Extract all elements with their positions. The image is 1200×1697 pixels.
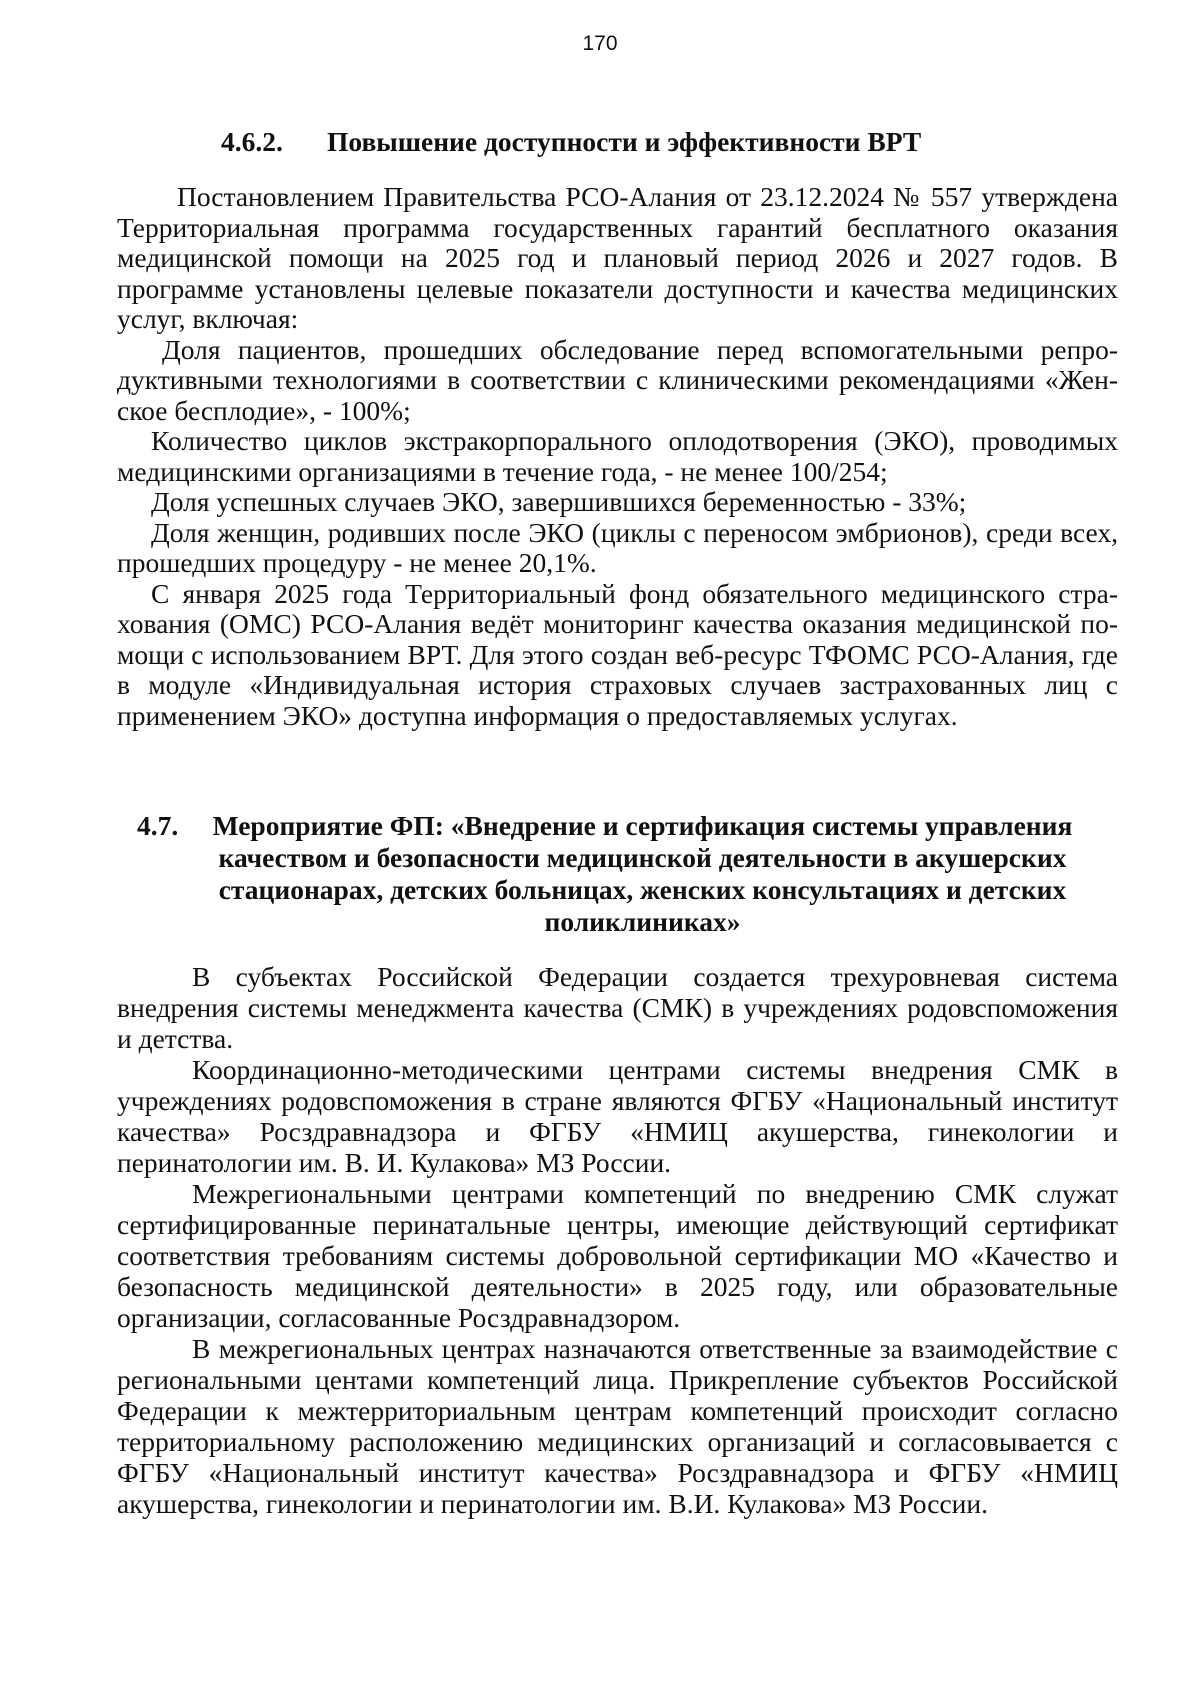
- section-4-6-2: [117, 126, 1118, 731]
- paragraph: Межрегиональными центрами компетенций по внедрению СМК служат сертифицированные перинатальные центры, имеющие действующий сертификат соответствия требованиям системы добровольной сертификации МО «Качество и безопасность медицинской деятельности» в 2025 году, или образовательные организации, согласованные Росздравнадзором.: [117, 1178, 1118, 1333]
- paragraph: В межрегиональных центрах назначаются ответственные за взаимодействие с региональными центами компетенций лица. Прикрепление субъектов Российской Федерации к межтерриториальным центрам компетенций происходит согласно территориальному расположению медицинских организаций и согласовывается с ФГБУ «Национальный институт качества» Росздравнадзора и ФГБУ «НМИЦ акушерства, гинекологии и перинатологии им. В.И. Кулакова» МЗ России.: [117, 1333, 1118, 1519]
- list-item: Доля пациентов, прошедших обследование перед вспомогательными репродуктивными технологиями в соответствии с клиническими рекомендациями «Женское бесплодие», - 100%;: [117, 333, 1118, 426]
- section-title: Мероприятие ФП: «Внедрение и сертификация системы управления качеством и безопасности медицинской деятельности в акушерских стационарах, детских больницах, женских консультациях и детских поликлиниках»: [212, 810, 1073, 937]
- section-4-7: [117, 810, 1118, 1519]
- section-number: 4.7.: [137, 810, 179, 841]
- paragraph: Координационно-методическими центрами системы внедрения СМК в учреждениях родовспоможения в стране являются ФГБУ «Национальный институт качества» Росздравнадзора и ФГБУ «НМИЦ акушерства, гинекологии и перинатологии им. В. И. Кулакова» МЗ России.: [117, 1054, 1118, 1178]
- section-number: 4.6.2.: [221, 126, 283, 157]
- list-item: Количество циклов экстракорпорального оплодотворения (ЭКО), проводимых медицинскими организациями в течение года, - не менее 100/254;: [117, 425, 1118, 487]
- section-heading: [117, 810, 1118, 938]
- paragraph: С января 2025 года Территориальный фонд обязательного медицинского страхования (ОМС) РСО-Алания ведёт мониторинг качества оказания медицинской помощи с использованием ВРТ. Для этого создан веб-ресурс ТФОМС РСО-Алания, где в модуле «Индивидуальная история страховых случаев застрахованных лиц с применением ЭКО» доступна информация о предоставляемых услугах.: [117, 577, 1118, 731]
- page-number: 170: [582, 32, 618, 55]
- list-item: Доля женщин, родивших после ЭКО (циклы с переносом эмбрионов), среди всех, прошедших процедуру - не менее 20,1%.: [117, 516, 1118, 578]
- paragraph: В субъектах Российской Федерации создается трехуровневая система внедрения системы менеджмента качества (СМК) в учреждениях родовспоможения и детства.: [117, 961, 1118, 1054]
- section-title: Повышение доступности и эффективности ВРТ: [327, 126, 922, 157]
- list-item: Доля успешных случаев ЭКО, завершившихся беременностью - 33%;: [151, 486, 967, 517]
- section-heading: [117, 126, 1118, 158]
- paragraph: Постановлением Правительства РСО-Алания от 23.12.2024 № 557 утверждена Территориальная программа государственных гарантий бесплатного оказания медицинской помощи на 2025 год и плановый период 2026 и 2027 годов. В программе установлены целевые показатели доступности и качества медицинских услуг, включая:: [117, 181, 1118, 334]
